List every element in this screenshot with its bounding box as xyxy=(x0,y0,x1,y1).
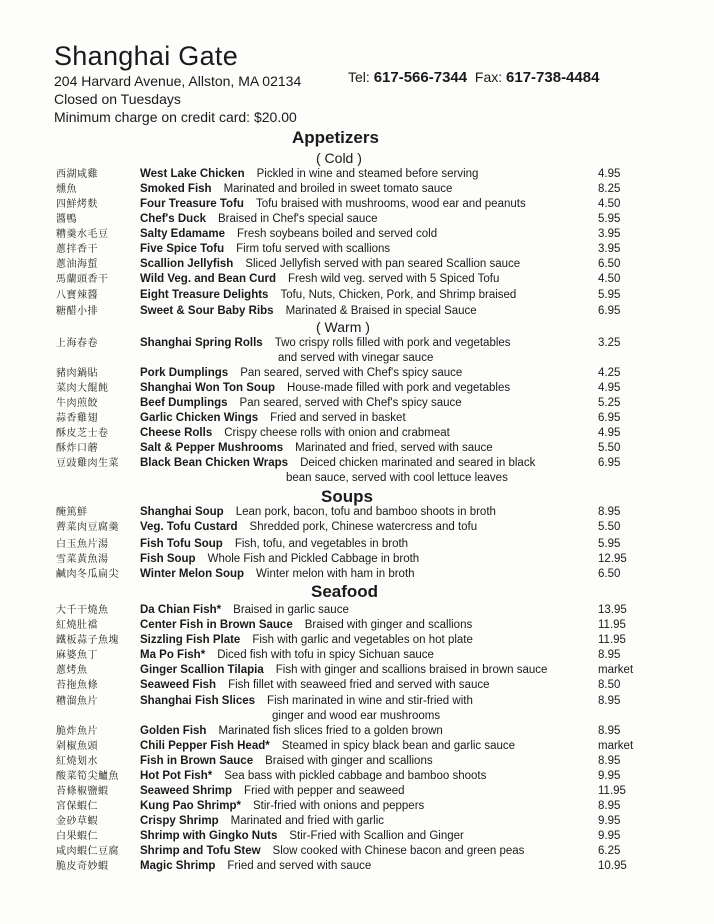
item-description: House-made filled with pork and vegetables xyxy=(287,382,511,394)
subsection-cold: ( Cold ) xyxy=(316,150,362,166)
item-name: Sweet & Sour Baby Ribs xyxy=(140,305,274,317)
menu-item xyxy=(0,182,714,197)
item-description: Firm tofu served with scallions xyxy=(236,243,391,255)
item-chinese-name: 脆皮奇妙蝦 xyxy=(56,861,109,872)
item-name: Cheese Rolls xyxy=(140,427,213,439)
item-description: Fried with pepper and seaweed xyxy=(244,785,405,797)
item-description: Fish marinated in wine and stir-fried with xyxy=(267,695,473,707)
menu-item xyxy=(0,814,714,829)
item-chinese-name: 剁椒魚頭 xyxy=(56,741,98,752)
item-price: 11.95 xyxy=(598,785,626,797)
item-name-line xyxy=(140,739,515,754)
item-name-line xyxy=(140,678,490,693)
item-name-line xyxy=(140,754,433,769)
menu-item xyxy=(0,648,714,663)
item-chinese-name: 雪菜黃魚湯 xyxy=(56,554,109,565)
item-price: 8.95 xyxy=(598,506,621,518)
menu-item xyxy=(0,288,714,303)
menu-item xyxy=(0,167,714,182)
item-name-line xyxy=(140,603,349,618)
item-chinese-name: 薺菜肉豆腐羹 xyxy=(56,522,119,533)
item-chinese-name: 糟溜魚片 xyxy=(56,696,98,707)
menu-item xyxy=(0,603,714,618)
item-description-continued: ginger and wood ear mushrooms xyxy=(272,710,441,722)
item-chinese-name: 蔥油海蜇 xyxy=(56,259,98,270)
menu-item xyxy=(0,859,714,874)
item-chinese-name: 蔥拌香干 xyxy=(56,244,98,255)
tel-label: Tel: xyxy=(348,69,370,85)
item-name-line xyxy=(140,426,450,441)
section-seafood: Seafood xyxy=(311,582,379,601)
item-description: Fried and served with sauce xyxy=(227,860,372,872)
menu-item xyxy=(0,694,714,709)
item-description: Stir-Fried with Scallion and Ginger xyxy=(289,830,464,842)
item-name-line xyxy=(140,366,462,381)
item-name-line xyxy=(140,552,419,567)
item-chinese-name: 蒜香雞翅 xyxy=(56,413,98,424)
item-name-line xyxy=(140,618,472,633)
item-name: Shanghai Spring Rolls xyxy=(140,337,263,349)
item-price: 6.50 xyxy=(598,568,621,580)
item-name-line xyxy=(140,197,526,212)
item-name-line xyxy=(140,456,535,471)
item-description-continued: and served with vinegar sauce xyxy=(278,352,434,364)
item-name: Shrimp with Gingko Nuts xyxy=(140,830,278,842)
contact-info xyxy=(348,69,599,86)
menu-item xyxy=(0,441,714,456)
item-price: 4.50 xyxy=(598,198,621,210)
menu-item xyxy=(0,227,714,242)
item-price: 8.95 xyxy=(598,725,621,737)
item-description: Crispy cheese rolls with onion and crabmeat xyxy=(224,427,450,439)
item-price: 12.95 xyxy=(598,553,627,565)
item-name-line xyxy=(140,859,371,874)
menu-item xyxy=(0,633,714,648)
item-price: 8.95 xyxy=(598,755,621,767)
item-price: 5.50 xyxy=(598,442,621,454)
menu-item xyxy=(0,456,714,471)
item-chinese-name: 白果蝦仁 xyxy=(56,831,98,842)
item-price: 4.95 xyxy=(598,382,621,394)
item-price: 6.95 xyxy=(598,305,621,317)
menu-item xyxy=(0,336,714,351)
closed-notice: Closed on Tuesdays xyxy=(54,91,181,107)
item-name-line xyxy=(140,396,462,411)
item-name: Chili Pepper Fish Head* xyxy=(140,740,270,752)
item-price: 13.95 xyxy=(598,604,627,616)
menu-item xyxy=(0,304,714,319)
item-description: Fish with garlic and vegetables on hot plate xyxy=(252,634,473,646)
item-description: Braised in Chef's special sauce xyxy=(218,213,378,225)
item-name-line xyxy=(140,520,477,535)
item-description: Marinated and fried, served with sauce xyxy=(295,442,493,454)
menu-item xyxy=(0,567,714,582)
item-price: 6.95 xyxy=(598,457,621,469)
item-description: Fried and served in basket xyxy=(270,412,406,424)
item-name-line xyxy=(140,814,384,829)
menu-item xyxy=(0,411,714,426)
item-name-line xyxy=(140,537,408,552)
item-description: Braised with ginger and scallions xyxy=(265,755,433,767)
menu-item xyxy=(0,366,714,381)
item-name: Wild Veg. and Bean Curd xyxy=(140,273,276,285)
item-chinese-name: 苔拖魚條 xyxy=(56,680,98,691)
item-chinese-name: 紅燒肚襠 xyxy=(56,620,98,631)
menu-item xyxy=(0,724,714,739)
item-description: Pickled in wine and steamed before serving xyxy=(256,168,479,180)
item-description: Marinated & Braised in special Sauce xyxy=(285,305,477,317)
item-name: Magic Shrimp xyxy=(140,860,216,872)
item-name: Fish in Brown Sauce xyxy=(140,755,254,767)
item-name-line xyxy=(140,304,477,319)
item-name-line xyxy=(140,227,437,242)
item-name-line xyxy=(140,411,406,426)
item-price: 8.25 xyxy=(598,183,621,195)
restaurant-name: Shanghai Gate xyxy=(54,41,239,71)
item-name-line xyxy=(140,212,377,227)
item-description: Steamed in spicy black bean and garlic sauce xyxy=(281,740,516,752)
item-name: Chef's Duck xyxy=(140,213,207,225)
item-name-line xyxy=(140,784,405,799)
item-chinese-name: 鐵板蒜子魚塊 xyxy=(56,635,119,646)
item-name: Smoked Fish xyxy=(140,183,212,195)
fax-label: Fax: xyxy=(474,69,503,85)
item-name-line xyxy=(140,829,464,844)
phone-number: 617-566-7344 xyxy=(373,69,468,86)
item-chinese-name: 西湖咸雞 xyxy=(56,169,98,180)
item-description: Deiced chicken marinated and seared in black xyxy=(300,457,536,469)
menu-item xyxy=(0,242,714,257)
menu-item xyxy=(0,505,714,520)
item-description: Fresh soybeans boiled and served cold xyxy=(237,228,438,240)
menu-item xyxy=(0,396,714,411)
menu-item xyxy=(0,754,714,769)
item-description: Pan seared, served with Chef's spicy sauce xyxy=(239,397,462,409)
menu-item xyxy=(0,537,714,552)
item-description: Shredded pork, Chinese watercress and tofu xyxy=(249,521,478,533)
item-description: Fish with ginger and scallions braised in brown sauce xyxy=(275,664,548,676)
item-chinese-name: 醃篤鮮 xyxy=(56,507,88,518)
item-description: Marinated and broiled in sweet tomato sauce xyxy=(223,183,453,195)
item-name-line xyxy=(140,336,511,351)
item-description: Stir-fried with onions and peppers xyxy=(252,800,425,812)
item-price: 10.95 xyxy=(598,860,627,872)
item-name: Shanghai Soup xyxy=(140,506,224,518)
item-description: Fish, tofu, and vegetables in broth xyxy=(234,538,409,550)
item-chinese-name: 糟羹水毛豆 xyxy=(56,229,109,240)
item-name-line xyxy=(140,288,516,303)
item-name: Shanghai Won Ton Soup xyxy=(140,382,276,394)
item-price: 9.95 xyxy=(598,770,621,782)
item-name: Four Treasure Tofu xyxy=(140,198,244,210)
item-name: Sizzling Fish Plate xyxy=(140,634,241,646)
item-name: Shrimp and Tofu Stew xyxy=(140,845,261,857)
item-chinese-name: 紅燒划水 xyxy=(56,756,98,767)
item-description: Slow cooked with Chinese bacon and green peas xyxy=(272,845,525,857)
menu-item xyxy=(0,381,714,396)
menu-item xyxy=(0,784,714,799)
section-appetizers: Appetizers xyxy=(292,128,379,147)
item-name: Scallion Jellyfish xyxy=(140,258,234,270)
item-price: 5.25 xyxy=(598,397,621,409)
menu-item xyxy=(0,663,714,678)
menu-item xyxy=(0,272,714,287)
menu-item xyxy=(0,426,714,441)
menu-item xyxy=(0,678,714,693)
item-price: 3.95 xyxy=(598,228,621,240)
menu-item xyxy=(0,844,714,859)
item-name-line xyxy=(140,799,424,814)
item-chinese-name: 苔條椒鹽蝦 xyxy=(56,786,109,797)
item-chinese-name: 豆豉雞肉生菜 xyxy=(56,458,119,469)
item-name: Ginger Scallion Tilapia xyxy=(140,664,264,676)
menu-item xyxy=(0,197,714,212)
item-price: 5.95 xyxy=(598,213,621,225)
item-chinese-name: 宮保蝦仁 xyxy=(56,801,98,812)
item-description: Tofu braised with mushrooms, wood ear and peanuts xyxy=(255,198,526,210)
item-description: Winter melon with ham in broth xyxy=(256,568,415,580)
item-chinese-name: 馬蘭頭香干 xyxy=(56,274,109,285)
item-name-line xyxy=(140,505,496,520)
item-price: 8.95 xyxy=(598,800,621,812)
item-price: 11.95 xyxy=(598,619,626,631)
item-name: Veg. Tofu Custard xyxy=(140,521,238,533)
item-chinese-name: 金砂草蝦 xyxy=(56,816,98,827)
item-price: market xyxy=(598,740,634,752)
item-name-line xyxy=(140,769,486,784)
item-name-line xyxy=(140,844,524,859)
item-name: Center Fish in Brown Sauce xyxy=(140,619,293,631)
item-name: Salty Edamame xyxy=(140,228,226,240)
menu-item xyxy=(0,212,714,227)
item-name: Salt & Pepper Mushrooms xyxy=(140,442,284,454)
item-chinese-name: 八寶辣醬 xyxy=(56,290,98,301)
fax-number: 617-738-4484 xyxy=(506,69,600,86)
item-chinese-name: 酥炸口蘑 xyxy=(56,443,98,454)
item-price: 4.25 xyxy=(598,367,621,379)
item-name-line xyxy=(140,694,473,709)
item-name: West Lake Chicken xyxy=(140,168,245,180)
item-chinese-name: 麻婆魚丁 xyxy=(56,650,98,661)
item-price: market xyxy=(598,664,634,676)
menu-item xyxy=(0,618,714,633)
item-name-line xyxy=(140,257,520,272)
item-description: Marinated fish slices fried to a golden brown xyxy=(218,725,443,737)
item-name: Ma Po Fish* xyxy=(140,649,206,661)
item-price: 6.50 xyxy=(598,258,621,270)
address-row xyxy=(54,69,694,90)
item-chinese-name: 蔥烤魚 xyxy=(56,665,88,676)
restaurant-header xyxy=(54,40,694,126)
item-chinese-name: 糖醋小排 xyxy=(56,306,98,317)
menu-item xyxy=(0,552,714,567)
item-name: Fish Tofu Soup xyxy=(140,538,223,550)
item-name: Golden Fish xyxy=(140,725,207,737)
item-description: Lean pork, bacon, tofu and bamboo shoots in broth xyxy=(235,506,496,518)
item-chinese-name: 豬肉鍋貼 xyxy=(56,368,98,379)
item-name: Seaweed Fish xyxy=(140,679,217,691)
item-chinese-name: 牛肉煎餃 xyxy=(56,398,98,409)
item-price: 8.95 xyxy=(598,695,621,707)
item-name: Crispy Shrimp xyxy=(140,815,219,827)
item-description: Braised with ginger and scallions xyxy=(304,619,473,631)
item-name: Shanghai Fish Slices xyxy=(140,695,256,707)
item-price: 5.95 xyxy=(598,289,621,301)
item-name: Garlic Chicken Wings xyxy=(140,412,259,424)
minimum-charge: Minimum charge on credit card: $20.00 xyxy=(54,109,297,125)
item-name: Seaweed Shrimp xyxy=(140,785,233,797)
item-price: 3.25 xyxy=(598,337,621,349)
item-name-line xyxy=(140,633,473,648)
item-description: Fresh wild veg. served with 5 Spiced Tofu xyxy=(288,273,500,285)
item-name-line xyxy=(140,242,390,257)
item-price: 11.95 xyxy=(598,634,626,646)
menu-item xyxy=(0,520,714,535)
item-description: Marinated and fried with garlic xyxy=(230,815,385,827)
menu-item xyxy=(0,739,714,754)
item-name: Pork Dumplings xyxy=(140,367,229,379)
item-price: 4.95 xyxy=(598,427,621,439)
item-name: Five Spice Tofu xyxy=(140,243,225,255)
item-name: Hot Pot Fish* xyxy=(140,770,213,782)
item-name: Kung Pao Shrimp* xyxy=(140,800,241,812)
item-chinese-name: 咸肉蝦仁豆腐 xyxy=(56,846,119,857)
item-description: Sea bass with pickled cabbage and bamboo shoots xyxy=(224,770,487,782)
item-price: 4.50 xyxy=(598,273,621,285)
item-price: 9.95 xyxy=(598,815,621,827)
item-chinese-name: 酥皮芝士卷 xyxy=(56,428,109,439)
item-chinese-name: 燻魚 xyxy=(56,184,77,195)
item-price: 6.25 xyxy=(598,845,621,857)
item-description: Tofu, Nuts, Chicken, Pork, and Shrimp braised xyxy=(280,289,517,301)
item-name-line xyxy=(140,167,478,182)
item-name: Fish Soup xyxy=(140,553,196,565)
item-name: Winter Melon Soup xyxy=(140,568,245,580)
item-price: 3.95 xyxy=(598,243,621,255)
item-description: Fish fillet with seaweed fried and served with sauce xyxy=(228,679,490,691)
item-chinese-name: 白玉魚片湯 xyxy=(56,539,109,550)
item-description-continued: bean sauce, served with cool lettuce leaves xyxy=(286,472,508,484)
item-name: Beef Dumplings xyxy=(140,397,228,409)
item-description: Sliced Jellyfish served with pan seared Scallion sauce xyxy=(245,258,521,270)
item-chinese-name: 四鮮烤麩 xyxy=(56,199,98,210)
item-price: 8.50 xyxy=(598,679,621,691)
item-description: Whole Fish and Pickled Cabbage in broth xyxy=(207,553,420,565)
item-name: Eight Treasure Delights xyxy=(140,289,269,301)
item-chinese-name: 脆炸魚片 xyxy=(56,726,98,737)
item-price: 9.95 xyxy=(598,830,621,842)
item-price: 5.95 xyxy=(598,538,621,550)
item-name: Black Bean Chicken Wraps xyxy=(140,457,289,469)
item-name-line xyxy=(140,441,493,456)
item-name-line xyxy=(140,182,452,197)
menu-item xyxy=(0,769,714,784)
item-chinese-name: 酸菜筍尖鱸魚 xyxy=(56,771,119,782)
item-chinese-name: 上海春卷 xyxy=(56,338,98,349)
item-price: 4.95 xyxy=(598,168,621,180)
section-soups: Soups xyxy=(321,487,373,506)
item-description: Braised in garlic sauce xyxy=(233,604,349,616)
item-name-line xyxy=(140,381,510,396)
item-name-line xyxy=(140,272,499,287)
item-name-line xyxy=(140,724,443,739)
item-description: Two crispy rolls filled with pork and vegetables xyxy=(274,337,511,349)
item-name-line xyxy=(140,648,434,663)
item-chinese-name: 大千干燒魚 xyxy=(56,605,109,616)
item-price: 8.95 xyxy=(598,649,621,661)
item-description: Pan seared, served with Chef's spicy sauce xyxy=(240,367,463,379)
item-description: Diced fish with tofu in spicy Sichuan sauce xyxy=(217,649,434,661)
item-name-line xyxy=(140,663,547,678)
item-name-line xyxy=(140,567,415,582)
item-chinese-name: 菜肉大餛飩 xyxy=(56,383,109,394)
address: 204 Harvard Avenue, Allston, MA 02134 xyxy=(54,73,302,89)
item-price: 5.50 xyxy=(598,521,621,533)
menu-item xyxy=(0,799,714,814)
subsection-warm: ( Warm ) xyxy=(316,319,370,335)
menu-item xyxy=(0,829,714,844)
item-chinese-name: 醬鴨 xyxy=(56,214,77,225)
item-name: Da Chian Fish* xyxy=(140,604,222,616)
item-price: 6.95 xyxy=(598,412,621,424)
menu-item xyxy=(0,257,714,272)
item-chinese-name: 鹹肉冬瓜扁尖 xyxy=(56,569,119,580)
